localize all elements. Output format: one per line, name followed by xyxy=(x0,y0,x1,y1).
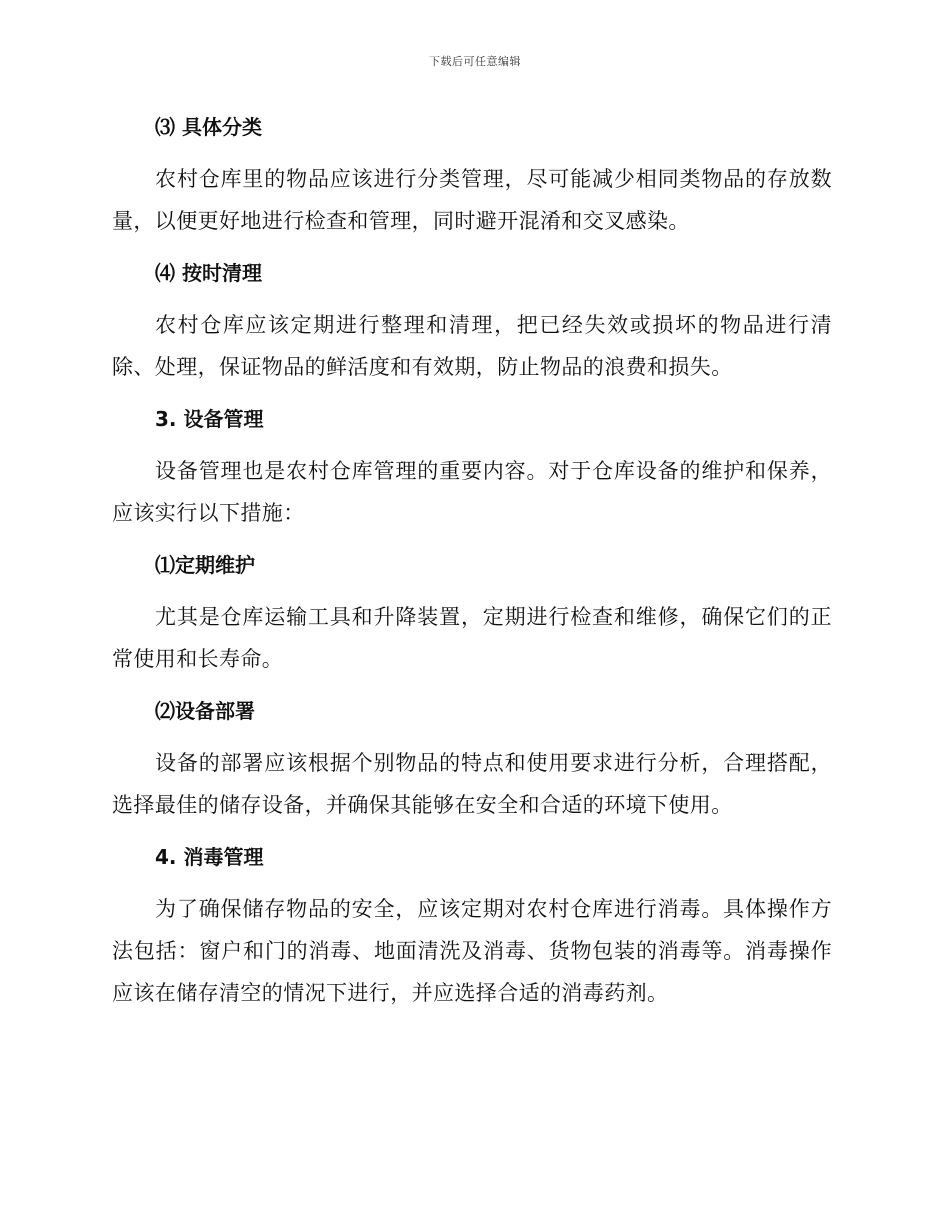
section-heading: ⑴定期维护 xyxy=(155,553,255,577)
section-heading: ⑶ 具体分类 xyxy=(155,115,262,139)
section-heading: 4. 消毒管理 xyxy=(155,845,264,869)
paragraph: 尤其是仓库运输工具和升降装置，定期进行检查和维修，确保它们的正常使用和长寿命。 xyxy=(112,605,832,671)
paragraph: 设备管理也是农村仓库管理的重要内容。对于仓库设备的维护和保养，应该实行以下措施： xyxy=(112,459,832,525)
paragraph: 农村仓库里的物品应该进行分类管理，尽可能减少相同类物品的存放数量，以便更好地进行检查和管理，同时避开混淆和交叉感染。 xyxy=(112,167,832,233)
paragraph: 农村仓库应该定期进行整理和清理，把已经失效或损坏的物品进行清除、处理，保证物品的鲜活度和有效期，防止物品的浪费和损失。 xyxy=(112,313,832,379)
paragraph: 为了确保储存物品的安全，应该定期对农村仓库进行消毒。具体操作方法包括：窗户和门的消毒、地面清洗及消毒、货物包装的消毒等。消毒操作应该在储存清空的情况下进行，并应选择合适的消毒药剂。 xyxy=(112,897,832,1005)
document-body xyxy=(112,106,832,1024)
section-heading: ⑵设备部署 xyxy=(155,699,255,723)
paragraph: 设备的部署应该根据个别物品的特点和使用要求进行分析，合理搭配，选择最佳的储存设备，并确保其能够在安全和合适的环境下使用。 xyxy=(112,751,832,817)
section-heading: ⑷ 按时清理 xyxy=(155,261,262,285)
section-heading: 3. 设备管理 xyxy=(155,407,264,431)
page-header-note: 下载后可任意编辑 xyxy=(429,55,521,68)
